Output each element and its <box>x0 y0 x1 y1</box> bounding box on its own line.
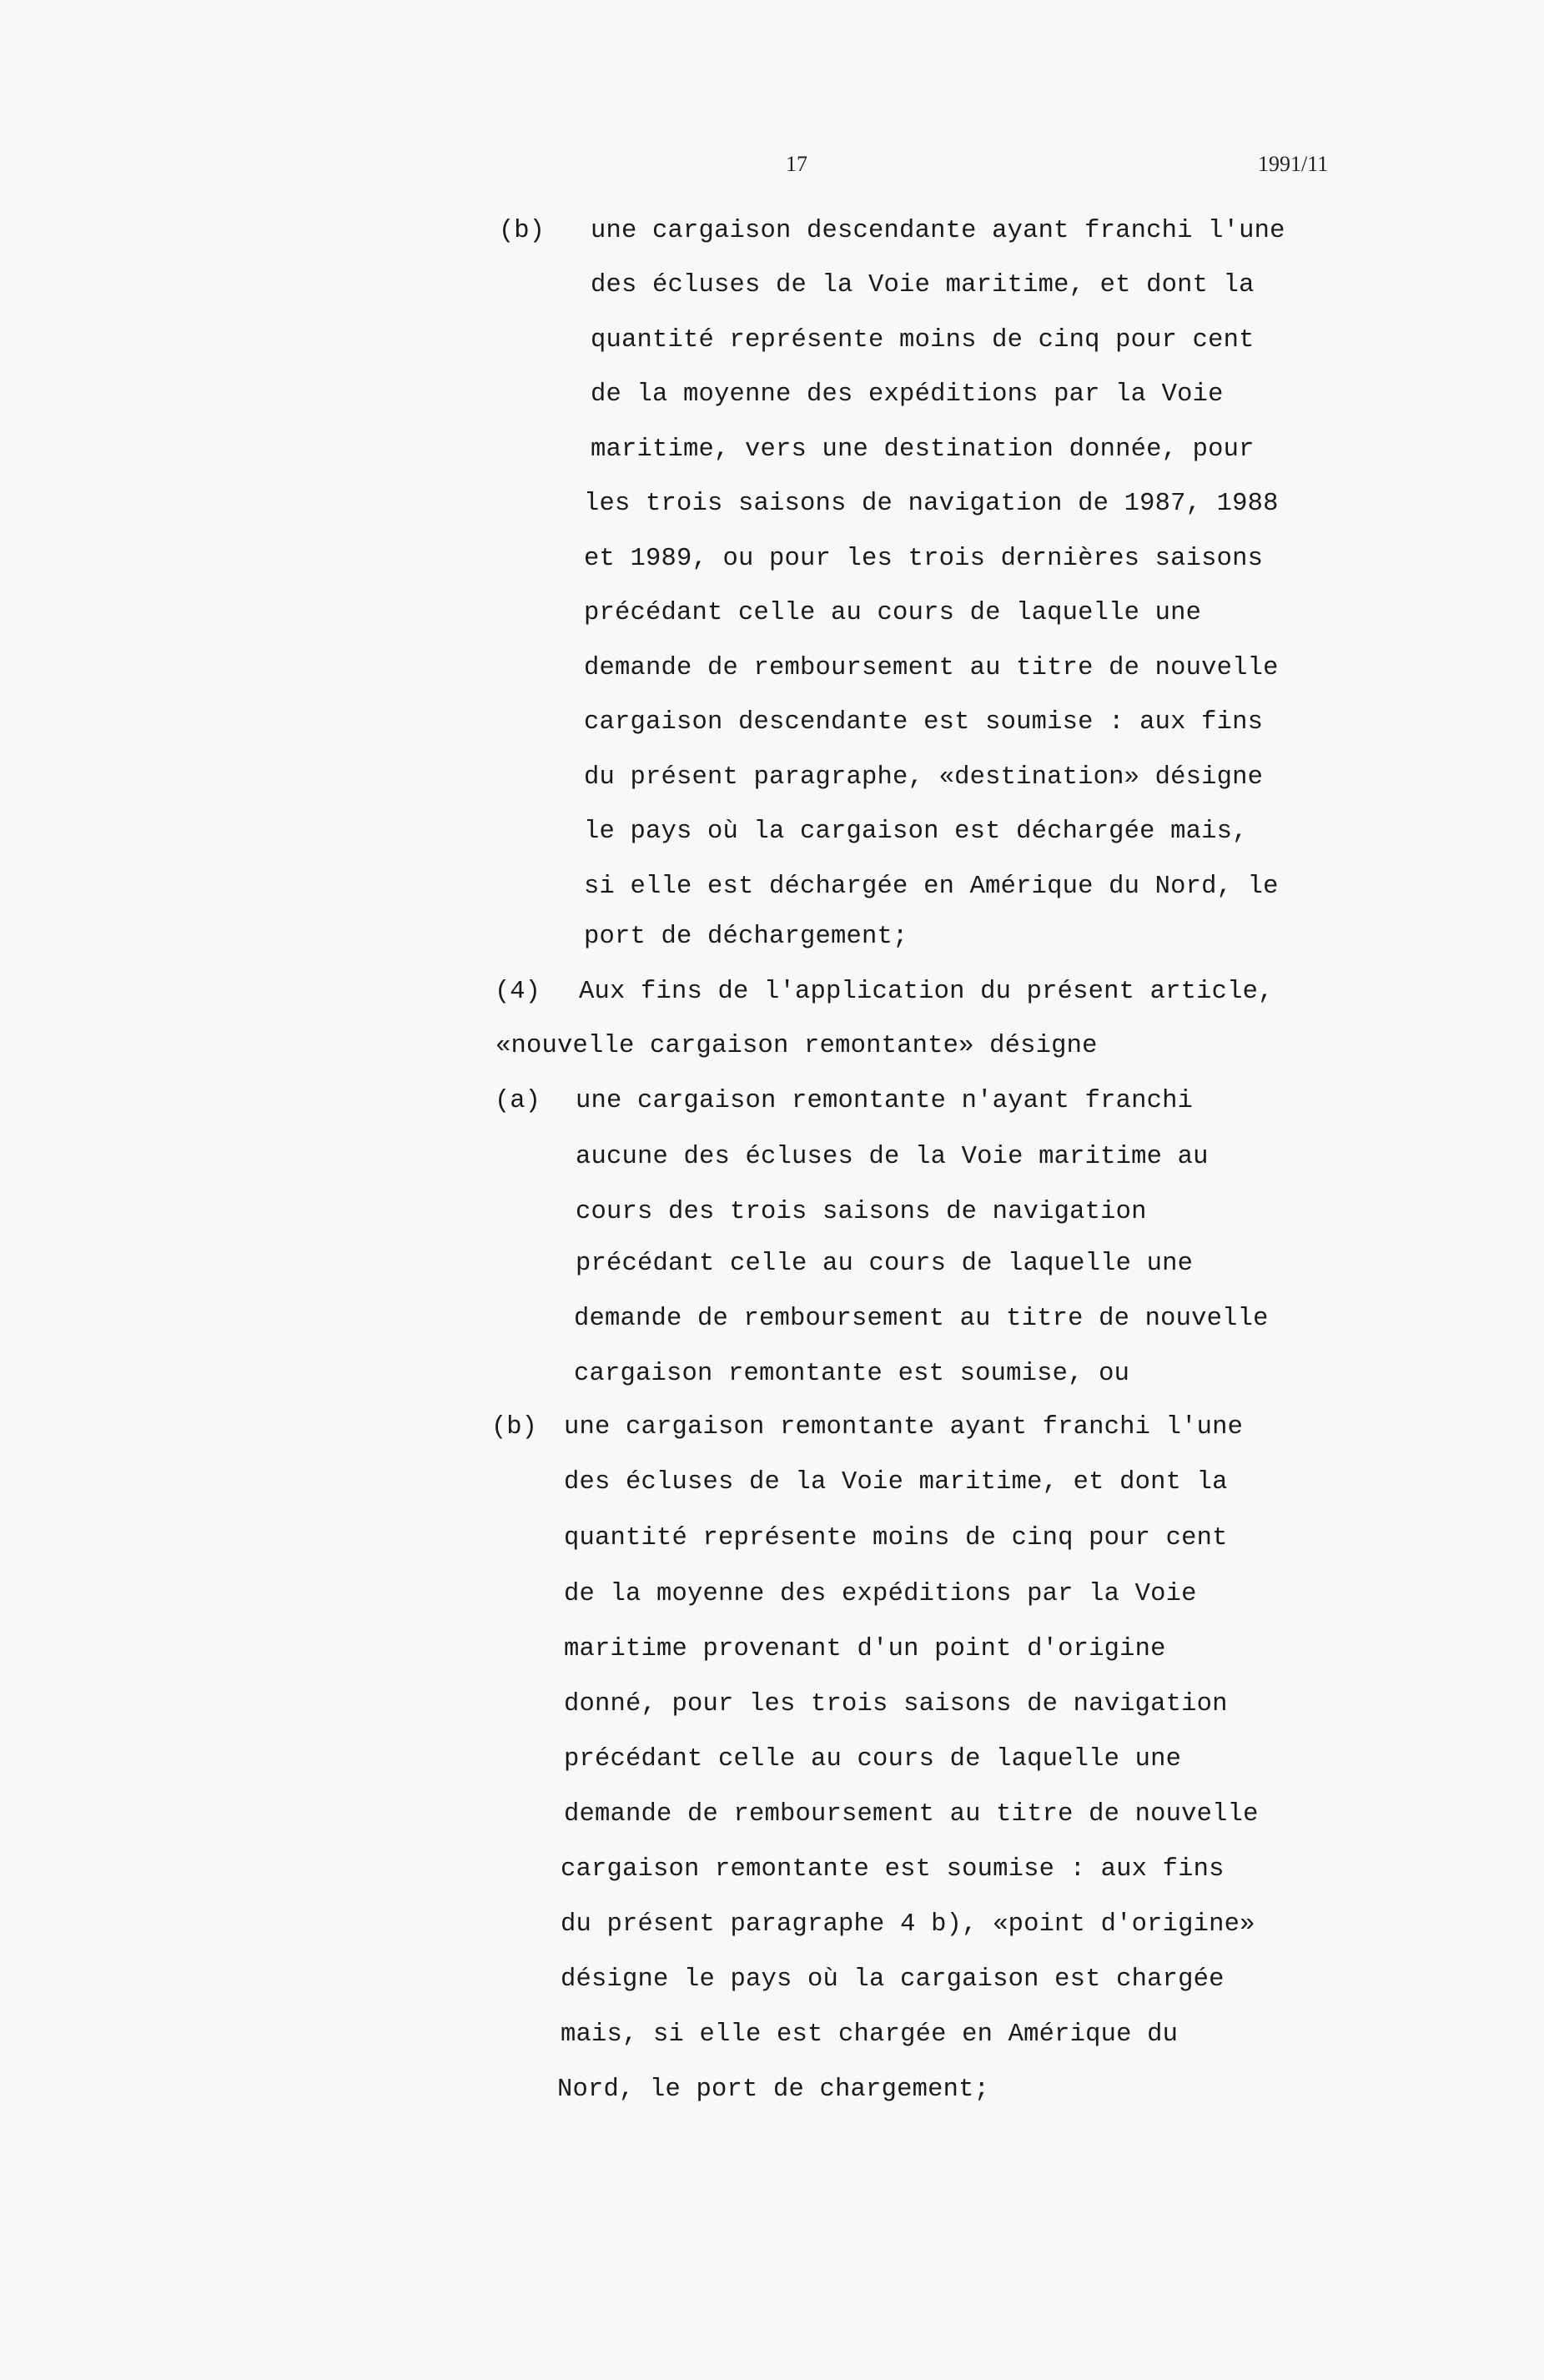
text-line: maritime, vers une destination donnée, pour <box>591 435 1255 464</box>
text-line: et 1989, ou pour les trois dernières saisons <box>584 545 1264 573</box>
text-line: Aux fins de l'application du présent article, <box>579 978 1274 1006</box>
text-line: des écluses de la Voie maritime, et dont la <box>591 271 1255 299</box>
text-line: cargaison remontante est soumise : aux fins <box>561 1855 1225 1884</box>
clause-label: (b) <box>499 217 545 245</box>
text-line: une cargaison descendante ayant franchi l'une <box>591 217 1285 245</box>
text-line: précédant celle au cours de laquelle une <box>576 1250 1194 1278</box>
page-number: 17 <box>786 152 807 176</box>
text-line: cargaison remontante est soumise, ou <box>574 1360 1130 1388</box>
text-line: du présent paragraphe 4 b), «point d'origine» <box>561 1910 1255 1939</box>
text-line: cargaison descendante est soumise : aux fins <box>584 708 1264 737</box>
text-line: désigne le pays où la cargaison est chargée <box>561 1965 1225 1994</box>
text-line: précédant celle au cours de laquelle une <box>584 599 1202 627</box>
text-line: le pays où la cargaison est déchargée mais, <box>584 818 1248 846</box>
text-line: des écluses de la Voie maritime, et dont la <box>564 1468 1228 1497</box>
text-line: les trois saisons de navigation de 1987, 1988 <box>584 490 1279 518</box>
text-line: «nouvelle cargaison remontante» désigne <box>495 1032 1098 1060</box>
clause-label: (b) <box>491 1413 537 1442</box>
text-line: précédant celle au cours de laquelle une <box>564 1745 1182 1774</box>
clause-label: (a) <box>495 1087 541 1115</box>
text-line: maritime provenant d'un point d'origine <box>564 1635 1166 1663</box>
text-line: port de déchargement; <box>584 923 908 951</box>
text-line: de la moyenne des expéditions par la Voie <box>591 380 1224 409</box>
text-line: donné, pour les trois saisons de navigation <box>564 1690 1228 1718</box>
text-line: cours des trois saisons de navigation <box>576 1198 1147 1226</box>
text-line: mais, si elle est chargée en Amérique du <box>561 2020 1179 2049</box>
text-line: quantité représente moins de cinq pour cent <box>564 1524 1228 1552</box>
text-line: du présent paragraphe, «destination» désigne <box>584 763 1264 792</box>
document-reference: 1991/11 <box>1258 152 1329 176</box>
text-line: quantité représente moins de cinq pour cent <box>591 326 1255 355</box>
text-line: Nord, le port de chargement; <box>557 2076 990 2104</box>
section-label: (4) <box>495 978 541 1006</box>
text-line: de la moyenne des expéditions par la Voie <box>564 1580 1197 1608</box>
text-line: demande de remboursement au titre de nouvelle <box>584 654 1279 682</box>
text-line: une cargaison remontante n'ayant franchi <box>576 1087 1194 1115</box>
text-line: demande de remboursement au titre de nouvelle <box>564 1800 1259 1829</box>
text-line: aucune des écluses de la Voie maritime au <box>576 1143 1209 1171</box>
text-line: une cargaison remontante ayant franchi l'une <box>564 1413 1244 1442</box>
text-line: demande de remboursement au titre de nouvelle <box>574 1305 1269 1333</box>
text-line: si elle est déchargée en Amérique du Nord, le <box>584 873 1279 901</box>
